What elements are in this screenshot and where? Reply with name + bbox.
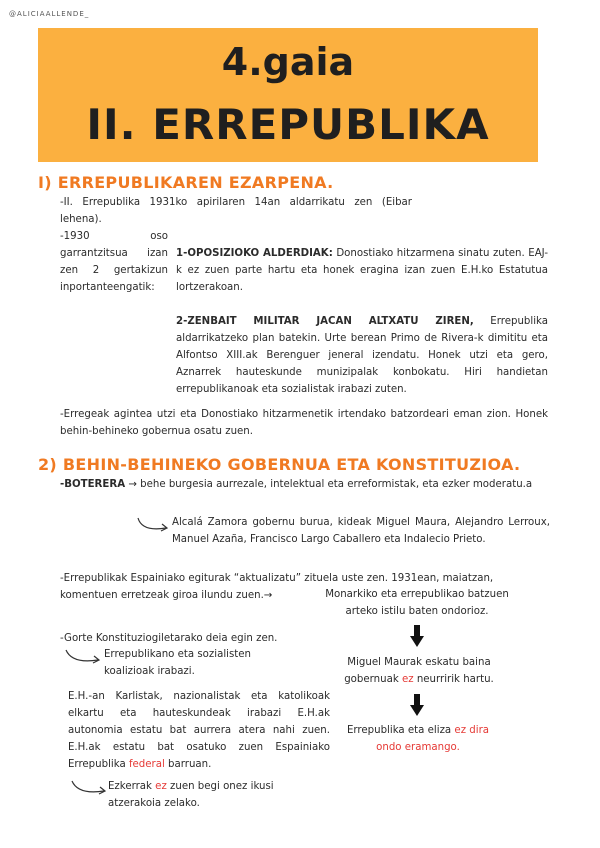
eh-federal: federal (128, 759, 165, 770)
curved-arrow-icon (64, 646, 104, 666)
event2-text: Errepublika aldarrikatzeko plan batekin. Urte berean Primo de Rivera-k dimititu eta Alfontso XIII.ak Berenguer jeneral izendatu. Honek utzi eta gero, Aznarrek hauteskunde munizipalak konbokatu. Hiri handietan errepublikanoak eta sozialistak irabazi zuten. (176, 316, 549, 395)
arrow-down-icon (410, 625, 424, 647)
cortes-text: -Gorte Konstituziogiletarako deia egin zen. (60, 633, 278, 644)
government-members: Alcalá Zamora gobernu burua, kideak Miguel Maura, Alejandro Lerroux, Manuel Azaña, Francisco Largo Caballero eta Indalecio Prieto. (172, 517, 550, 545)
title-banner (38, 28, 538, 162)
left-neg: ez (155, 781, 167, 792)
boterera-block (60, 476, 550, 493)
maura-block (330, 654, 508, 688)
chapter-title: II. ERREPUBLIKA (86, 100, 490, 149)
boterera-text: behe burgesia aurrezale, intelektual eta erreformistak, eta ezker moderatu.a (136, 479, 533, 490)
maura-post: neurririk hartu. (413, 674, 494, 685)
church-red: ez dira ondo eramango. (376, 725, 490, 753)
event1-text: Donostiako hitzarmena sinatu zuten. EAJ-k ez zuen parte hartu eta honek eragina izan zuen E.H.ko Estatutua lortzerakoan. (176, 248, 548, 293)
author-handle: @ALICIAALLENDE_ (9, 10, 90, 18)
maura-neg: ez (401, 674, 414, 685)
arrow-down-icon (410, 694, 424, 716)
event1-title: 1-OPOSIZIOKO ALDERDIAK: (176, 248, 333, 259)
event1-block (176, 245, 548, 296)
left-post: zuen begi onez ikusi atzerakoia zelako. (108, 781, 274, 809)
section1-intro: -II. Errepublika 1931ko apirilaren 14an aldarrikatu zen (Eibar lehena). (60, 197, 412, 225)
church-block (336, 722, 500, 756)
left-pre: Ezkerrak (108, 781, 156, 792)
section2-heading: 2) BEHIN-BEHINEKO GOBERNUA ETA KONSTITUZIOA. (38, 455, 521, 474)
eh-block (68, 688, 330, 773)
section1-events-lead: -1930 oso garrantzitsua izan zen 2 gertakizun inportanteengatik: (60, 231, 168, 293)
section1-closing: -Erregeak agintea utzi eta Donostiako hitzarmenetik irtendako batzordeari eman zion. Honek behin-behineko gobernua osatu zuen. (60, 409, 548, 437)
cortes-result: Errepublikano eta sozialisten koalizioak irabazi. (104, 649, 252, 677)
event2-title: 2-ZENBAIT MILITAR JACAN ALTXATU ZIREN, (176, 316, 474, 327)
curved-arrow-icon (136, 514, 172, 534)
boterera-arrow: → (128, 479, 137, 490)
section1-heading: I) ERREPUBLIKAREN EZARPENA. (38, 173, 334, 192)
boterera-label: -BOTERERA (60, 479, 126, 490)
eh-text: E.H.-an Karlistak, nazionalistak eta katolikoak elkartu eta hauteskundeak irabazi E.H.ak autonomia estatu bat aurrera atera nahi zuen. E.H.ak estatu bat osatuko zuen Espainiako Errepublika (68, 691, 330, 770)
update-block: -Errepublikak Espainiako egiturak “aktualizatu” zituela uste zen. 1931ean, maiatzan, komentuen erretzeak giroa ilundu zuen.→ (60, 573, 494, 601)
left-opinion (108, 778, 298, 812)
chapter-number: 4.gaia (221, 40, 355, 84)
curved-arrow-icon (70, 777, 110, 797)
update-right: Monarkiko eta errepublikao batzuen arteko istilu baten ondorioz. (325, 589, 509, 617)
eh-tail: barruan. (164, 759, 212, 770)
church-pre: Errepublika eta eliza (346, 725, 455, 736)
maura-pre: Miguel Maurak eskatu baina gobernuak (344, 657, 491, 685)
event2-block (176, 313, 548, 398)
